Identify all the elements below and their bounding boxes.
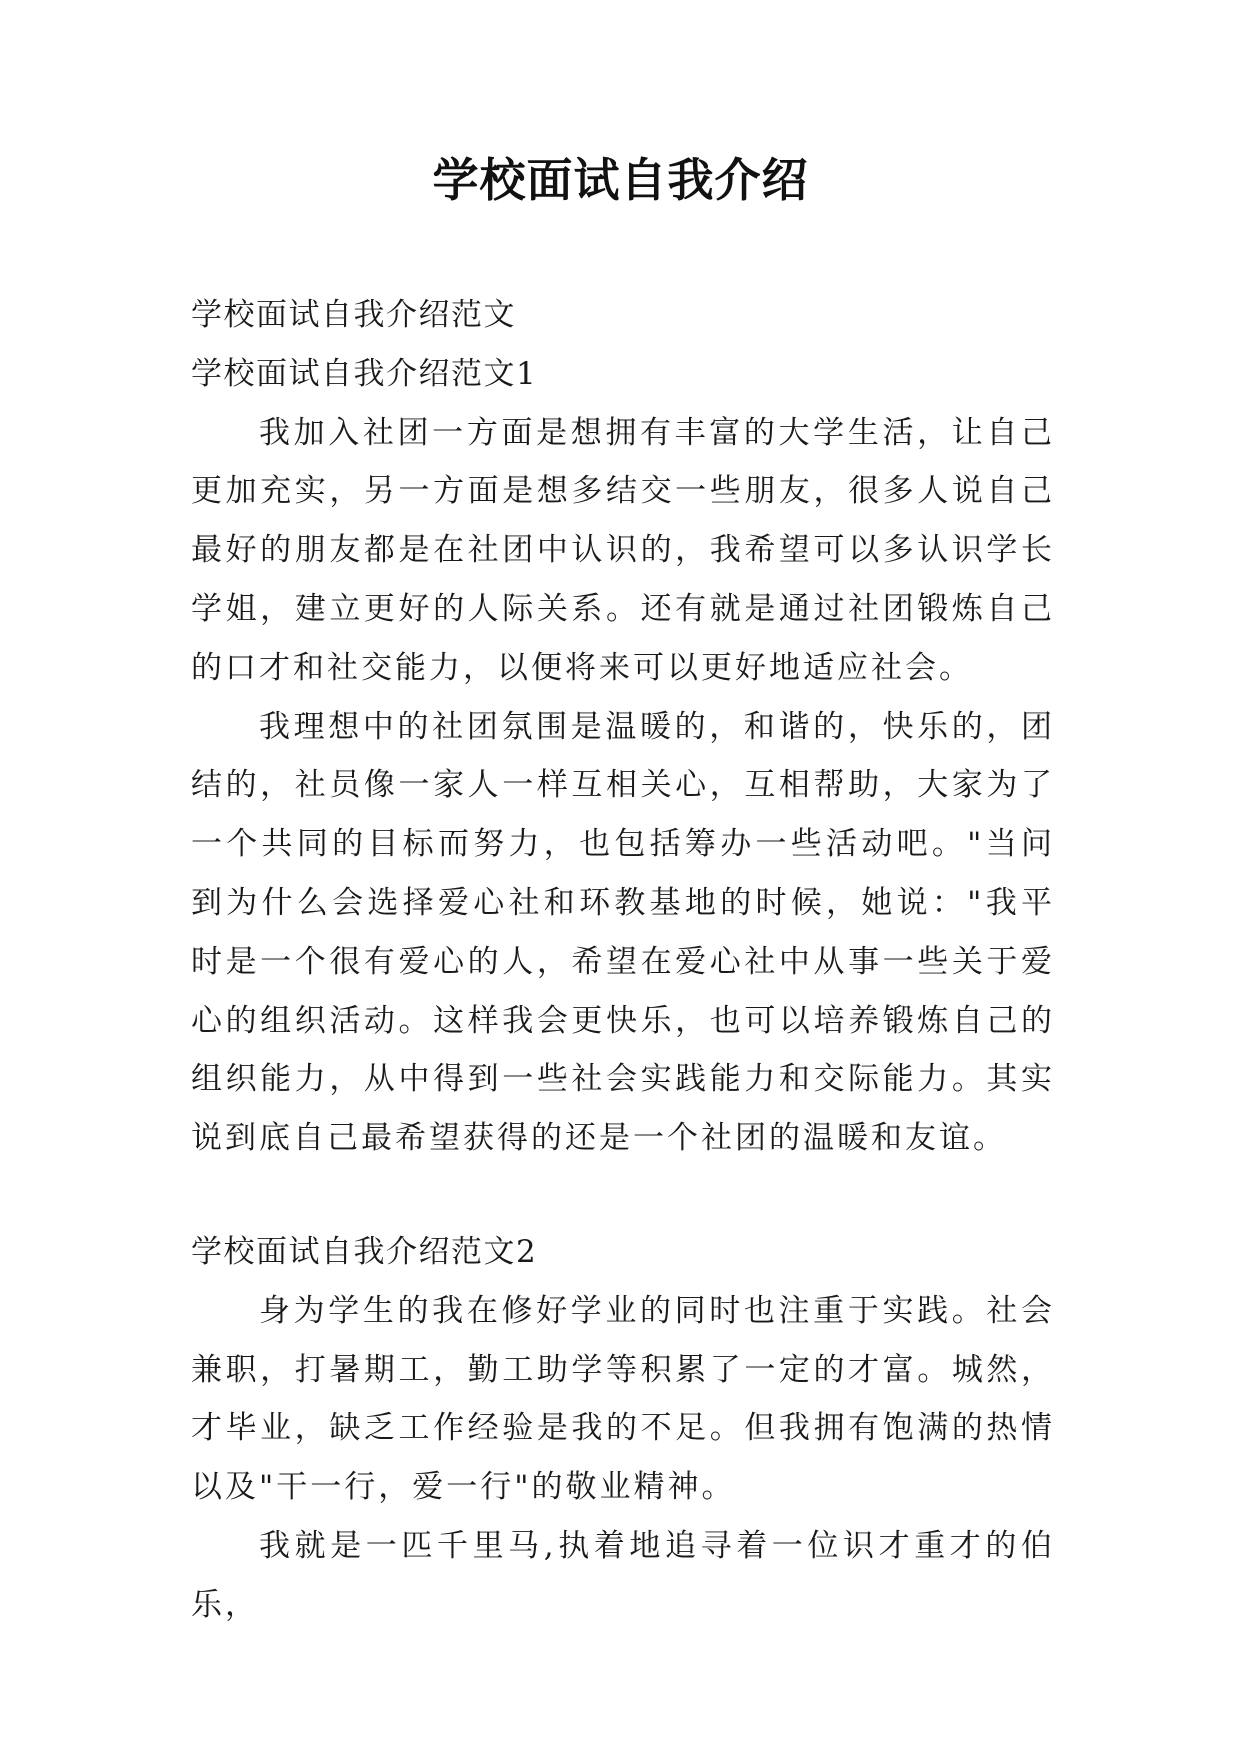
section-heading-2: 学校面试自我介绍范文2 — [191, 1233, 538, 1270]
section-1-paragraph-1: 我加入社团一方面是想拥有丰富的大学生活，让自己更加充实，另一方面是想多结交一些朋友，很多人说自己最好的朋友都是在社团中认识的，我希望可以多认识学长学姐，建立更好的人际关系。还有就是通过社团锻炼自己的口才和社交能力，以便将来可以更好地适应社会。 — [191, 414, 1055, 686]
section-2-paragraph-1: 身为学生的我在修好学业的同时也注重于实践。社会兼职，打暑期工，勤工助学等积累了一定的才富。城然，才毕业，缺乏工作经验是我的不足。但我拥有饱满的热情以及"干一行，爱一行"的敬业精神。 — [191, 1292, 1055, 1506]
document-body — [191, 286, 1055, 1635]
section-heading-1: 学校面试自我介绍范文1 — [191, 355, 538, 392]
document-subtitle: 学校面试自我介绍范文 — [191, 297, 516, 333]
document-title: 学校面试自我介绍 — [432, 153, 809, 207]
section-1-paragraph-2: 我理想中的社团氛围是温暖的，和谐的，快乐的，团结的，社员像一家人一样互相关心，互相帮助，大家为了一个共同的目标而努力，也包括筹办一些活动吧。"当问到为什么会选择爱心社和环教基地的时候，她说："我平时是一个很有爱心的人，希望在爱心社中从事一些关于爱心的组织活动。这样我会更快乐，也可以培养锻炼自己的组织能力，从中得到一些社会实践能力和交际能力。其实说到底自己最希望获得的还是一个社团的温暖和友谊。 — [191, 708, 1055, 1157]
section-2-paragraph-2: 我就是一匹千里马,执着地追寻着一位识才重才的伯乐， — [191, 1527, 1055, 1623]
